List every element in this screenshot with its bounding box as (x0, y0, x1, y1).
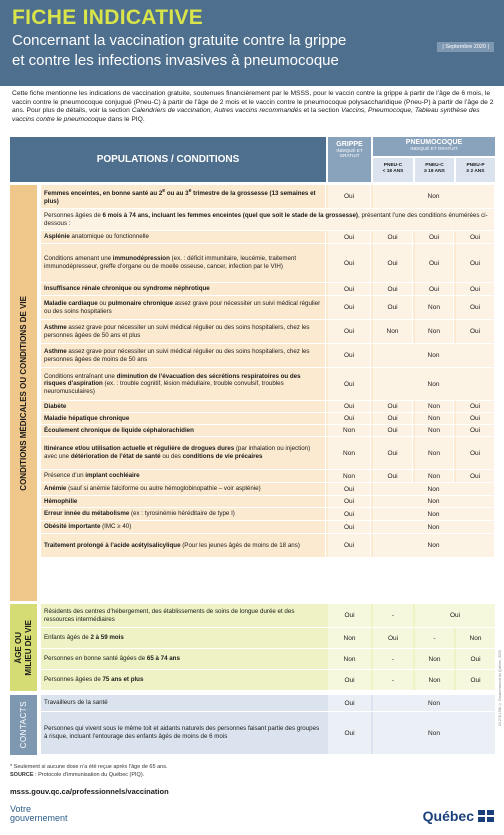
table-row (41, 470, 495, 483)
table-cell: Oui (456, 470, 495, 482)
grippe-sublabel: INDIQUÉ ET GRATUIT (336, 148, 363, 159)
condition-label: Personnes âgées de 75 ans et plus (44, 676, 144, 684)
table-cell: Non (328, 628, 371, 648)
table-cell: Oui (328, 521, 371, 533)
table-cell: Oui (415, 283, 454, 295)
header-pneu-p-2-plus: PNEU-P ≥ 2 ANS (456, 158, 495, 182)
table-cell: Oui (456, 425, 495, 436)
table-cell: Oui (373, 470, 413, 482)
table-row (41, 368, 495, 401)
table-row (41, 231, 495, 244)
condition-label: Personnes qui vivent sous le même toit et aidants naturels des personnes faisant partie des groupes à risque, incluant l’entourage des enfants âgés de moins de 6 mois (44, 725, 320, 740)
condition-label: Asthme assez grave pour nécessiter un suivi médical régulier ou des soins hospitaliers, chez les personnes âgées de 50 ans et plus (41, 320, 326, 343)
condition-label: Personnes âgées de 6 mois à 74 ans, incluant les femmes enceintes (quel que soit le stade de la grossesse), présentant l’une des conditions énumérées ci-dessous : (41, 209, 495, 230)
table-cell: Oui (328, 508, 371, 520)
table-cell: Oui (373, 296, 413, 319)
condition-label: Itinérance et/ou utilisation actuelle et régulière de drogues dures (par inhalation ou injection) avec une détérioration de l’état de santé ou des conditions de vie précaires (41, 437, 326, 469)
table-row (41, 496, 495, 508)
table-row (41, 604, 495, 628)
table-cell: Non (415, 296, 454, 319)
table-cell: Oui (328, 670, 371, 690)
table-cell: Oui (328, 283, 371, 295)
section-medical-conditions (10, 185, 495, 601)
table-row (41, 283, 495, 296)
intro-italic-2: Vaccins, Pneumocoque, Tableau synthèse des vaccins contre le pneumocoque (12, 107, 480, 123)
table-cell: Non (373, 508, 495, 520)
pneumo-label: PNEUMOCOQUE (405, 139, 463, 146)
table-cell: Oui (328, 496, 371, 507)
intro-italic-1: Calendriers de vaccination, Autres vaccins recommandés (131, 107, 302, 115)
header-banner (0, 0, 504, 86)
table-cell: Non (373, 320, 413, 343)
section-label-age: ÂGE OU MILIEU DE VIE (10, 604, 37, 691)
condition-label: Maladie cardiaque ou pulmonaire chronique assez grave pour nécessiter un suivi médical régulier ou des soins hospitaliers (41, 296, 326, 319)
footnote: * Seulement si aucune dose n’a été reçue après l’âge de 65 ans. (10, 764, 168, 770)
table-cell: Non (373, 534, 495, 557)
table-cell: Oui (415, 231, 454, 243)
table-row (41, 521, 495, 534)
intro-paragraph (0, 86, 504, 136)
page-title: FICHE INDICATIVE (12, 6, 204, 29)
table-cell: Oui (373, 283, 413, 295)
table-cell: Oui (373, 413, 413, 424)
table-row (41, 695, 495, 712)
intro-text-3: dans le PIQ. (106, 115, 145, 123)
condition-label: Enfants âgés de 2 à 59 mois (44, 634, 124, 642)
table-cell: Oui (456, 296, 495, 319)
section-label-contacts: CONTACTS (10, 695, 37, 755)
votre-gouvernement-logo: Votre gouvernement (10, 804, 68, 823)
table-cell: Oui (328, 344, 371, 367)
table-cell: Oui (373, 437, 413, 469)
header-pneu-c-under-18: PNEU-C < 18 ANS (373, 158, 413, 182)
table-row (41, 534, 495, 558)
header-grippe (328, 137, 371, 182)
table-cell: - (415, 628, 454, 648)
document-code: 20-278-15W © Gouvernement du Québec, 2020 (498, 650, 502, 727)
table-cell: Non (373, 185, 495, 208)
grippe-label: GRIPPE (336, 141, 363, 148)
table-row (41, 508, 495, 521)
section-label-medical: CONDITIONS MÉDICALES OU CONDITIONS DE VIE (10, 185, 37, 601)
condition-label: Erreur innée du métabolisme (ex : tyrosinémie héréditaire de type I) (41, 508, 326, 520)
table-row (41, 483, 495, 496)
table-cell: Oui (456, 320, 495, 343)
condition-label: Traitement prolongé à l’acide acétylsalicylique (Pour les jeunes âgés de moins de 18 ans) (41, 534, 326, 557)
condition-label: Hémophilie (41, 496, 326, 507)
table-cell: - (373, 670, 413, 690)
table-cell: Oui (328, 401, 371, 412)
table-cell: Non (415, 649, 454, 669)
table-cell: - (373, 649, 413, 669)
table-row (41, 244, 495, 283)
table-row (41, 296, 495, 320)
table-cell: Non (415, 413, 454, 424)
condition-label: Asplénie anatomique ou fonctionnelle (41, 231, 326, 243)
header-populations: POPULATIONS / CONDITIONS (10, 137, 326, 182)
table-row (41, 712, 495, 755)
table-cell: Oui (456, 283, 495, 295)
page-subtitle-2: et contre les infections invasives à pneumocoque (12, 52, 339, 69)
condition-label: Insuffisance rénale chronique ou syndrome néphrotique (41, 283, 326, 295)
table-cell: Oui (415, 244, 454, 282)
table-cell: Oui (328, 244, 371, 282)
table-cell: Oui (456, 231, 495, 243)
table-cell: Oui (456, 437, 495, 469)
table-row (41, 401, 495, 413)
condition-label: Travailleurs de la santé (44, 699, 108, 707)
table-cell: Non (415, 437, 454, 469)
table-cell: Non (415, 425, 454, 436)
table-cell: Non (415, 320, 454, 343)
table-cell: Oui (328, 534, 371, 557)
condition-label: Femmes enceintes, en bonne santé au 2e ou au 3e trimestre de la grossesse (13 semaines et plus) (41, 185, 326, 208)
table-row (41, 425, 495, 437)
table-cell: - (373, 604, 413, 627)
table-cell: Oui (328, 483, 371, 495)
table-cell: Non (328, 470, 371, 482)
table-header (10, 137, 495, 182)
table-cell: Non (373, 483, 495, 495)
condition-label: Anémie (sauf si anémie falciforme ou autre hémoglobinopathie – voir asplénie) (41, 483, 326, 495)
table-cell: Non (373, 712, 495, 754)
condition-label: Maladie hépatique chronique (41, 413, 326, 424)
table-row (41, 344, 495, 368)
pneumo-sublabel: INDIQUÉ ET GRATUIT (410, 146, 458, 151)
table-cell: Oui (456, 244, 495, 282)
page-subtitle-1: Concernant la vaccination gratuite contre la grippe (12, 32, 347, 49)
table-cell: Oui (328, 296, 371, 319)
table-cell: Oui (328, 368, 371, 400)
table-cell: Oui (328, 695, 371, 711)
table-cell: Oui (373, 425, 413, 436)
table-cell: Oui (456, 401, 495, 412)
condition-label: Écoulement chronique de liquide céphalorachidien (41, 425, 326, 436)
table-cell: Oui (328, 320, 371, 343)
table-cell: Oui (373, 244, 413, 282)
table-row (41, 437, 495, 470)
table-cell: Non (328, 437, 371, 469)
table-cell: Oui (373, 628, 413, 648)
header-pneumocoque (373, 137, 495, 156)
table-cell: Oui (456, 649, 495, 669)
condition-label: Personnes en bonne santé âgées de 65 à 74 ans (44, 655, 180, 663)
quebec-flag-icon (478, 810, 494, 822)
condition-label: Conditions entraînant une diminution de l’évacuation des sécrétions respiratoires ou des risques d’aspiration (ex. : trouble cognitif, lésion médullaire, trouble convulsif, troubles neuromusculaires) (41, 368, 326, 400)
date-badge: | Septembre 2020 | (437, 42, 494, 52)
table-cell: Oui (415, 604, 495, 627)
table-cell: Non (328, 649, 371, 669)
header-pneu-c-18-plus: PNEU-C ≥ 18 ANS (415, 158, 454, 182)
table-cell: Non (415, 670, 454, 690)
intro-text-1: Cette fiche mentionne les indications de vaccination gratuite, soutenues financièrement par le MSSS, pour le vaccin contre la grippe à partir de l’âge de 6 mois, le vaccin contre le pneumocoque conjugué (Pneu-C) à partir de l’âge de 2 mois et le vaccin contre le pneumocoque polysaccharidique (Pneu-P) à partir de l’âge de 2 ans. Pour plus de détails, voir la section (12, 90, 494, 115)
condition-label: Diabète (41, 401, 326, 412)
table-cell: Oui (328, 231, 371, 243)
source-line: SOURCE : Protocole d’immunisation du Québec (PIQ). (10, 771, 145, 778)
table-cell: Oui (328, 604, 371, 627)
table-row (41, 649, 495, 670)
table-row (41, 413, 495, 425)
table-row (41, 670, 495, 691)
table-cell: Non (373, 521, 495, 533)
table-row (41, 320, 495, 344)
table-cell: Non (373, 344, 495, 367)
condition-label: Présence d’un implant cochléaire (41, 470, 326, 482)
condition-label: Obésité importante (IMC ≥ 40) (41, 521, 326, 533)
section-age-milieu (10, 604, 495, 691)
condition-label: Asthme assez grave pour nécessiter un suivi médical régulier ou des soins hospitaliers, chez les personnes âgées de moins de 50 ans (41, 344, 326, 367)
table-cell: Non (373, 496, 495, 507)
table-cell: Non (456, 628, 495, 648)
table-row (41, 185, 495, 209)
condition-label: Résidents des centres d’hébergement, des établissements de soins de longue durée et des ressources intermédiaires (44, 607, 295, 623)
table-cell: Oui (456, 413, 495, 424)
table-cell: Oui (373, 231, 413, 243)
condition-label: Conditions amenant une immunodépression (ex. : déficit immunitaire, leucémie, traitement immunodépresseur, greffe d’organe ou de moelle osseuse, cancer, infection par le VIH) (41, 244, 326, 282)
table-cell: Oui (328, 413, 371, 424)
table-row (41, 628, 495, 649)
table-cell: Non (373, 368, 495, 400)
table-cell: Non (373, 695, 495, 711)
quebec-logo: Québec (423, 808, 494, 824)
section-contacts (10, 695, 495, 755)
table-row (41, 209, 495, 231)
table-cell: Non (328, 425, 371, 436)
table-cell: Oui (373, 401, 413, 412)
table-cell: Oui (456, 670, 495, 690)
footer-notes (10, 764, 167, 779)
table-cell: Non (415, 470, 454, 482)
table-cell: Non (415, 401, 454, 412)
intro-text-2: et la section (301, 107, 342, 115)
table-cell: Oui (328, 712, 371, 754)
footer-url-link[interactable]: msss.gouv.qc.ca/professionnels/vaccination (10, 787, 169, 796)
table-cell: Oui (328, 185, 371, 208)
